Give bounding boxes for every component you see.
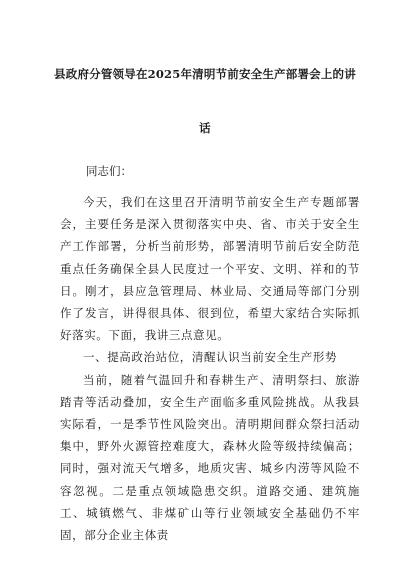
- document-body: [60, 191, 360, 546]
- paragraph-situation: 当前，随着气温回升和春耕生产、清明祭扫、旅游踏青等活动叠加，安全生产面临多重风险挑战。从我县实际看，一是季节性风险突出。清明期间群众祭扫活动集中，野外火源管控难度大，森林火险等级持续偏高；同时，强对流天气增多，地质灾害、城乡内涝等风险不容忽视。二是重点领域隐患交织。道路交通、建筑施工、城镇燃气、非煤矿山等行业领域安全基础仍不牢固，部分企业主体责: [60, 372, 360, 543]
- paragraph-opening: 今天，我们在这里召开清明节前安全生产专题部署会，主要任务是深入贯彻落实中央、省、市关于安全生产工作部署，分析当前形势，部署清明节前后安全防范重点任务确保全县人民度过一个平安、文明、祥和的节日。刚才，县应急管理局、林业局、交通局等部门分别作了发言，讲得很具体、很到位，希望大家结合实际抓好落实。下面，我讲三点意见。: [60, 195, 360, 343]
- section-heading-1: 一、提高政治站位，清醒认识当前安全生产形势: [83, 350, 338, 365]
- salutation: 同志们：: [86, 164, 132, 178]
- document-title-continuation: 话: [199, 121, 211, 135]
- document-title: 县政府分管领导在2025年清明节前安全生产部署会上的讲: [54, 67, 356, 81]
